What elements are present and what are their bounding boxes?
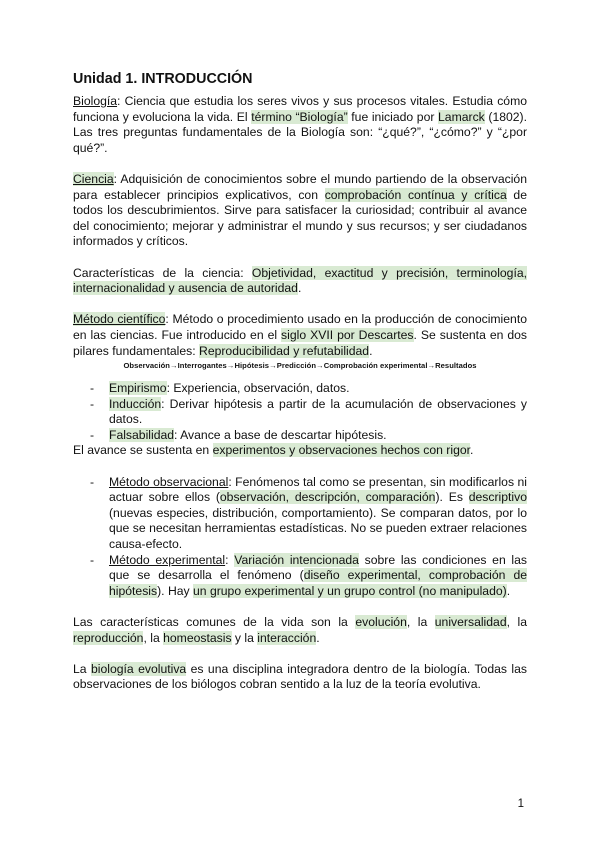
text: ). Hay	[157, 583, 193, 598]
text: Características de la ciencia:	[73, 265, 252, 280]
text: de todos los descubrimientos. Sirve para satisfacer la curiosidad; contribuir al avance del conocimiento; mejorar y administrar el mundo y sus recursos; y ser ciudadanos informados y críticos.	[73, 187, 527, 249]
highlight: interacción	[257, 630, 317, 645]
text: es una disciplina integradora dentro de la biología. Todas las observaciones de los biólogos cobran sentido a la luz de la teoría evolutiva.	[73, 661, 527, 692]
paragraph-caracteristicas-vida	[73, 615, 527, 646]
term-ciencia: Ciencia	[73, 171, 114, 186]
text: : Ciencia que estudia los seres vivos y sus procesos vitales. Estudia cómo funciona y evoluciona la vida. El	[73, 94, 527, 124]
text: .	[470, 443, 474, 458]
highlight: evolución	[355, 615, 407, 629]
page-number: 1	[517, 798, 524, 810]
highlight: Reproducibilidad y refutabilidad	[199, 343, 370, 358]
text: : Derivar hipótesis a partir de la acumulación de observaciones y datos.	[109, 396, 527, 427]
list-item	[73, 397, 527, 428]
text: sobre las condiciones en las que se desarrolla el fenómeno (	[109, 552, 528, 583]
paragraph-avance	[73, 443, 527, 459]
term-biologia: Biología	[73, 94, 118, 108]
scientific-method-flow: Observación→Interrogantes→Hipótesis→Predicción→Comprobación experimental→Resultados	[123, 361, 477, 371]
text: , la	[506, 615, 527, 629]
text: :	[225, 552, 235, 567]
text: : Experiencia, observación, datos.	[166, 381, 350, 396]
term-metodo-cientifico: Método científico	[73, 312, 166, 327]
text: : Avance a base de descartar hipótesis.	[174, 427, 387, 442]
text: El avance se sustenta en	[73, 443, 213, 458]
list-item	[73, 475, 527, 553]
text: ). Es	[435, 490, 469, 505]
highlight: diseño experimental, comprobación de hipótesis	[109, 568, 527, 598]
text: fue iniciado por	[347, 109, 439, 124]
list-item	[73, 553, 527, 600]
term-falsabilidad: Falsabilidad	[109, 427, 175, 442]
text: y la	[231, 630, 258, 645]
highlight: Lamarck	[438, 109, 485, 124]
highlight: universalidad	[434, 615, 507, 629]
methods-list	[73, 475, 527, 600]
highlight: experimentos y observaciones hechos con rigor	[212, 443, 471, 458]
highlight: reproducción	[73, 630, 144, 645]
highlight: observación, descripción, comparación	[219, 490, 436, 505]
text: (1802). Las tres preguntas fundamentales de la Biología son: “¿qué?”, “¿cómo?” y “¿por qué?”.	[73, 109, 528, 155]
paragraph-biologia	[73, 94, 527, 156]
text: , la	[406, 615, 435, 629]
highlight: un grupo experimental y un grupo control (no manipulado)	[193, 583, 507, 598]
highlight: Variación intencionada	[234, 552, 359, 567]
paragraph-biologia-evolutiva	[73, 662, 527, 693]
text: : Adquisición de conocimientos sobre el mundo partiendo de la observación para establecer principios explicativos, con	[73, 171, 527, 202]
page-title: Unidad 1. INTRODUCCIÓN	[73, 71, 253, 87]
highlight: biología evolutiva	[90, 661, 187, 676]
term-induccion: Inducción	[109, 396, 162, 411]
term-metodo-experimental: Método experimental	[109, 552, 226, 567]
text: (nuevas especies, distribución, comportamiento). Se comparan datos, por lo que se necesitan herramientas estadísticas. No se pueden extraer relaciones causa-efecto.	[109, 505, 527, 552]
highlight: siglo XVII por Descartes	[281, 327, 414, 342]
highlight: homeostasis	[163, 630, 232, 645]
highlight: descriptivo	[468, 490, 527, 505]
document-page	[73, 70, 527, 693]
text: . Se sustenta en dos pilares fundamentales:	[73, 327, 527, 358]
text: Las características comunes de la vida son la	[73, 615, 356, 629]
text: .	[297, 281, 302, 296]
highlight: comprobación contínua y crítica	[324, 187, 507, 202]
text: La	[73, 661, 91, 676]
paragraph-metodo-cientifico	[73, 312, 527, 359]
text: .	[506, 583, 511, 598]
text: , la	[143, 630, 164, 645]
list-item	[73, 428, 527, 444]
text: : Método o procedimiento usado en la producción de conocimiento en las ciencias. Fue introducido en el	[73, 312, 527, 342]
pillars-list	[73, 381, 527, 443]
highlight: término “Biología”	[251, 109, 348, 124]
list-item	[73, 381, 527, 397]
text: : Fenómenos tal como se presentan, sin modificarlos ni actuar sobre ellos (	[109, 474, 527, 505]
term-empirismo: Empirismo	[109, 381, 167, 396]
paragraph-ciencia	[73, 172, 527, 250]
highlight: Objetividad, exactitud y precisión, terminología, internacionalidad y ausencia de autoridad	[73, 265, 528, 296]
term-metodo-observacional: Método observacional	[109, 474, 229, 489]
text: .	[369, 343, 373, 358]
paragraph-caracteristicas	[73, 266, 527, 297]
text: .	[316, 630, 320, 645]
